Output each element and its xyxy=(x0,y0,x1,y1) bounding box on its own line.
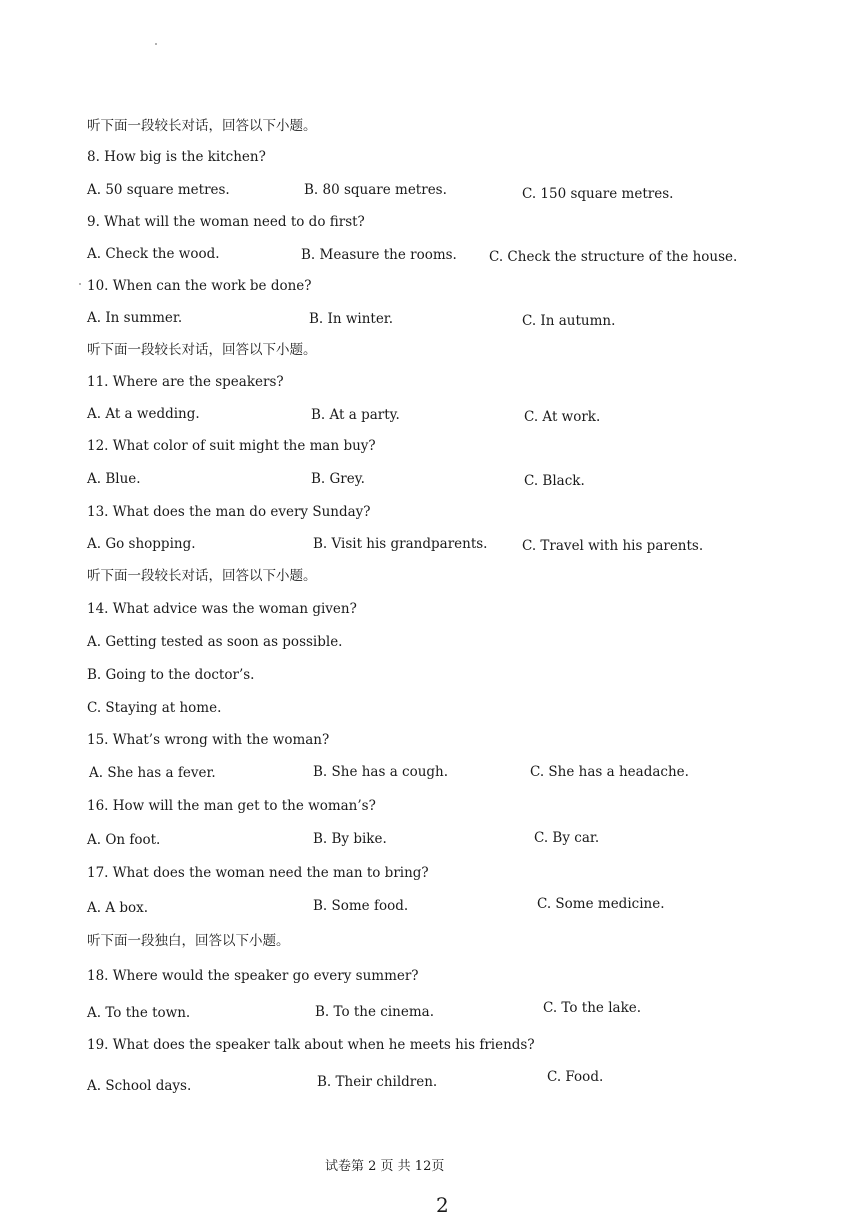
option-13b: B. Visit his grandparents. xyxy=(313,536,488,552)
question-9: 9. What will the woman need to do first? xyxy=(87,214,365,230)
option-16c: C. By car. xyxy=(534,830,600,846)
option-9b: B. Measure the rooms. xyxy=(301,247,457,263)
option-18a: A. To the town. xyxy=(87,1005,191,1021)
option-14b: B. Going to the doctor’s. xyxy=(87,667,255,683)
option-16a: A. On foot. xyxy=(87,832,161,848)
scan-speck xyxy=(79,283,81,285)
question-13: 13. What does the man do every Sunday? xyxy=(87,504,371,520)
option-17b: B. Some food. xyxy=(313,898,409,914)
section-instruction: 听下面一段独白，回答以下小题。 xyxy=(87,933,290,949)
question-17: 17. What does the woman need the man to bring? xyxy=(87,865,429,881)
page-footer: 试卷第 2 页 共 12页 xyxy=(325,1159,445,1174)
option-18b: B. To the cinema. xyxy=(315,1004,434,1020)
option-14a: A. Getting tested as soon as possible. xyxy=(87,634,343,650)
option-14c: C. Staying at home. xyxy=(87,700,222,716)
question-18: 18. Where would the speaker go every summer? xyxy=(87,968,419,984)
option-15a: A. She has a fever. xyxy=(89,765,216,781)
question-12: 12. What color of suit might the man buy? xyxy=(87,438,376,454)
option-19a: A. School days. xyxy=(87,1078,192,1094)
question-16: 16. How will the man get to the woman’s? xyxy=(87,798,376,814)
option-10c: C. In autumn. xyxy=(522,313,616,329)
option-10a: A. In summer. xyxy=(87,310,183,326)
option-11a: A. At a wedding. xyxy=(87,406,200,422)
question-8: 8. How big is the kitchen? xyxy=(87,149,266,165)
option-18c: C. To the lake. xyxy=(543,1000,642,1016)
scan-speck xyxy=(155,43,157,45)
option-9a: A. Check the wood. xyxy=(87,246,220,262)
page-number: 2 xyxy=(436,1193,449,1217)
question-14: 14. What advice was the woman given? xyxy=(87,601,357,617)
option-15c: C. She has a headache. xyxy=(530,764,689,780)
option-8b: B. 80 square metres. xyxy=(304,182,447,198)
option-8c: C. 150 square metres. xyxy=(522,186,674,202)
option-13a: A. Go shopping. xyxy=(87,536,196,552)
option-10b: B. In winter. xyxy=(309,311,394,327)
option-15b: B. She has a cough. xyxy=(313,764,449,780)
option-16b: B. By bike. xyxy=(313,831,387,847)
option-17c: C. Some medicine. xyxy=(537,896,665,912)
option-9c: C. Check the structure of the house. xyxy=(489,249,738,265)
option-13c: C. Travel with his parents. xyxy=(522,538,704,554)
option-19c: C. Food. xyxy=(547,1069,604,1085)
question-10: 10. When can the work be done? xyxy=(87,278,312,294)
question-11: 11. Where are the speakers? xyxy=(87,374,284,390)
option-19b: B. Their children. xyxy=(317,1074,438,1090)
option-11c: C. At work. xyxy=(524,409,601,425)
question-15: 15. What’s wrong with the woman? xyxy=(87,732,330,748)
option-12a: A. Blue. xyxy=(87,471,141,487)
option-8a: A. 50 square metres. xyxy=(87,182,230,198)
option-17a: A. A box. xyxy=(87,900,149,916)
option-12b: B. Grey. xyxy=(311,471,365,487)
section-instruction: 听下面一段较长对话，回答以下小题。 xyxy=(87,342,317,358)
section-instruction: 听下面一段较长对话，回答以下小题。 xyxy=(87,118,317,134)
question-19: 19. What does the speaker talk about when he meets his friends? xyxy=(87,1037,535,1053)
option-11b: B. At a party. xyxy=(311,407,400,423)
option-12c: C. Black. xyxy=(524,473,585,489)
section-instruction: 听下面一段较长对话，回答以下小题。 xyxy=(87,568,317,584)
